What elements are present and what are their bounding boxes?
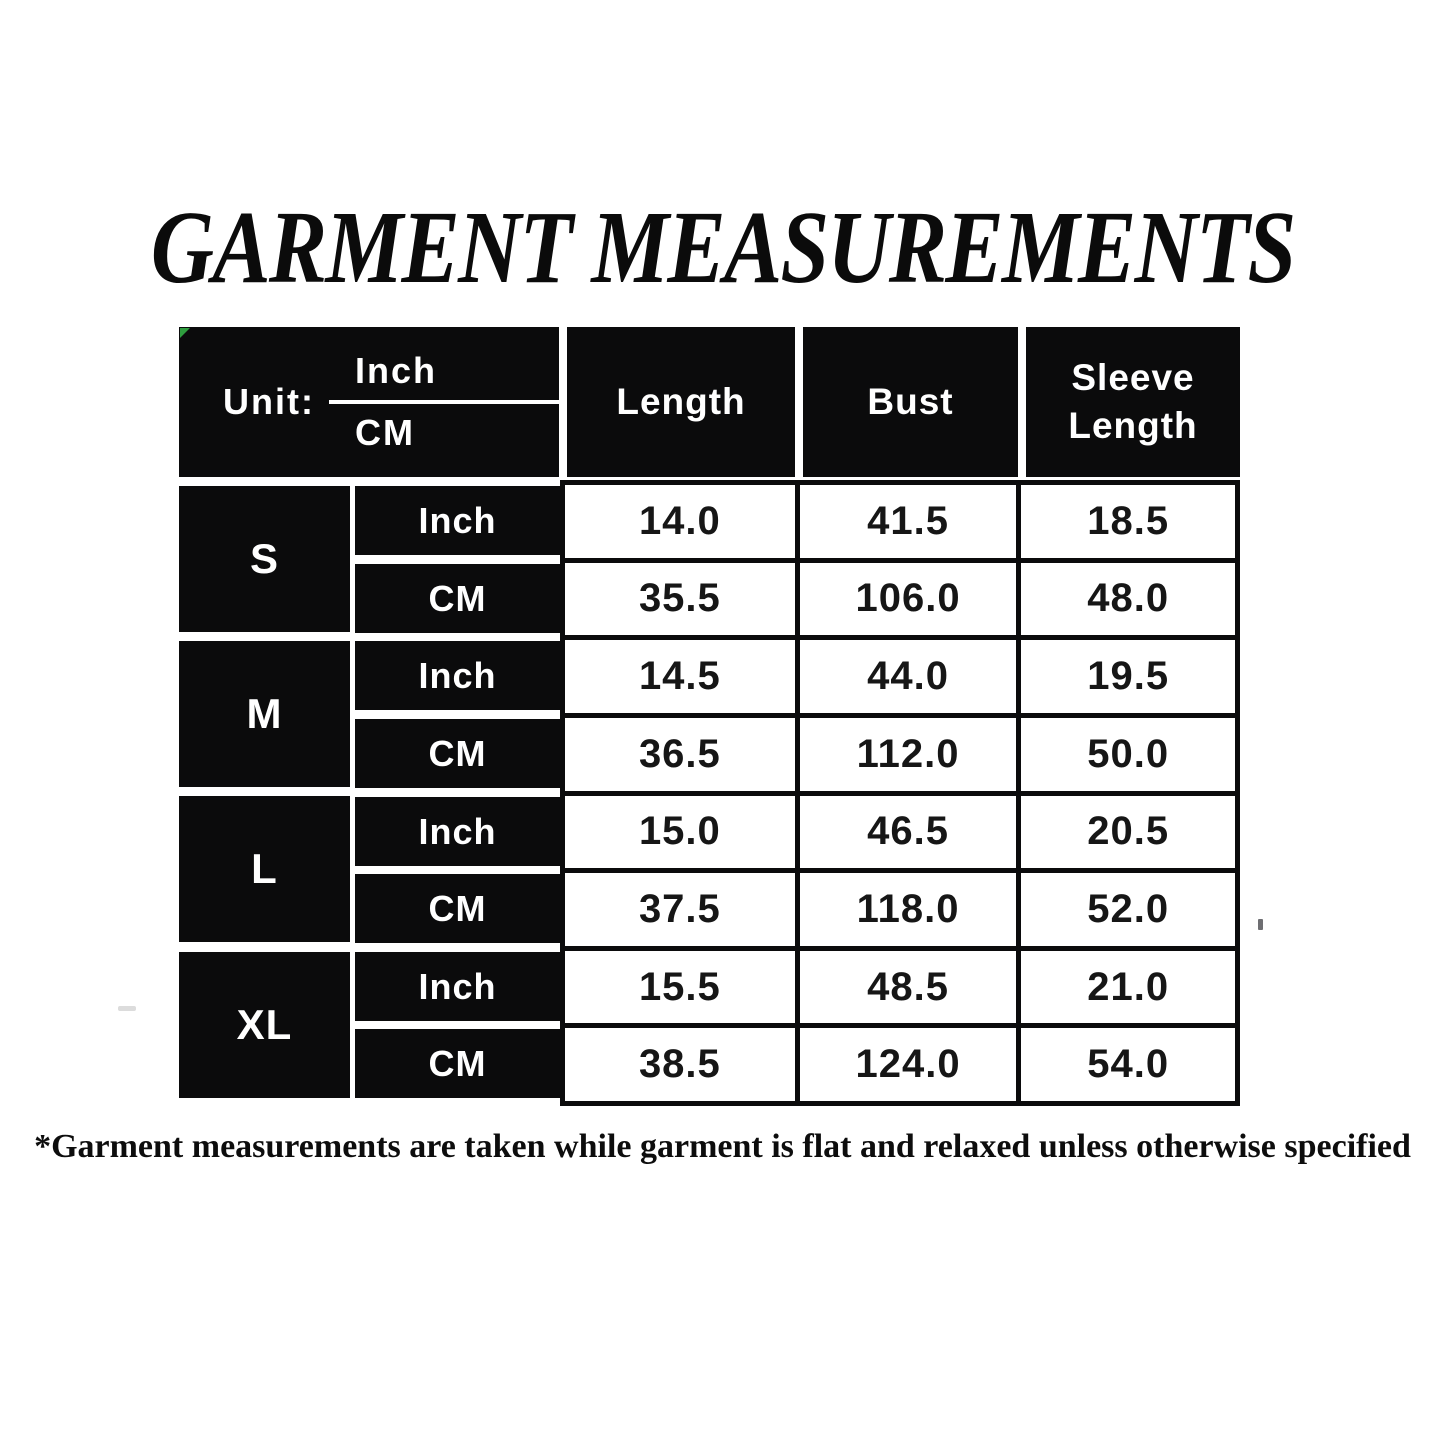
unit-cell: Inch (355, 486, 560, 555)
measurement-cell: 48.0 (1021, 563, 1235, 636)
unit-fraction-cm: CM (355, 412, 415, 453)
column-header-length: Length (567, 327, 795, 477)
measurement-cell: 35.5 (565, 563, 795, 636)
measurement-cell: 41.5 (800, 485, 1017, 558)
measurement-cell: 38.5 (565, 1028, 795, 1101)
measurement-table (179, 327, 1240, 1106)
unit-cell: Inch (355, 797, 560, 866)
measurement-cell: 112.0 (800, 718, 1017, 791)
measurement-cell: 50.0 (1021, 718, 1235, 791)
unit-header-cell (179, 327, 559, 477)
column-header-bust: Bust (803, 327, 1018, 477)
unit-cell: CM (355, 1029, 560, 1098)
unit-cell: Inch (355, 952, 560, 1021)
scan-artifact-speck (1258, 919, 1263, 930)
scan-artifact-dash (118, 1006, 136, 1011)
measurement-cell: 44.0 (800, 640, 1017, 713)
column-header-sleeve-length: Sleeve Length (1026, 327, 1240, 477)
measurement-cell: 106.0 (800, 563, 1017, 636)
measurement-cell: 15.5 (565, 951, 795, 1024)
unit-cell: Inch (355, 641, 560, 710)
measurement-cell: 37.5 (565, 873, 795, 946)
measurement-cell: 124.0 (800, 1028, 1017, 1101)
measurement-cell: 52.0 (1021, 873, 1235, 946)
title-container (0, 188, 1445, 307)
measurement-cell: 48.5 (800, 951, 1017, 1024)
unit-fraction-inch: Inch (329, 350, 559, 404)
measurement-cell: 14.0 (565, 485, 795, 558)
footnote: *Garment measurements are taken while garment is flat and relaxed unless otherwise specified (34, 1128, 1411, 1165)
size-cell-xl: XL (179, 952, 350, 1098)
page-title: GARMENT MEASUREMENTS (150, 190, 1295, 305)
measurement-cell: 118.0 (800, 873, 1017, 946)
measurement-cell: 36.5 (565, 718, 795, 791)
measurement-cell: 20.5 (1021, 796, 1235, 869)
unit-cell: CM (355, 874, 560, 943)
size-cell-l: L (179, 796, 350, 942)
measurement-cell: 19.5 (1021, 640, 1235, 713)
size-cell-s: S (179, 486, 350, 632)
measurement-grid (560, 480, 1240, 1106)
unit-cell: CM (355, 564, 560, 633)
measurement-cell: 21.0 (1021, 951, 1235, 1024)
unit-fraction (329, 350, 559, 454)
measurement-cell: 18.5 (1021, 485, 1235, 558)
unit-label: Unit: (223, 381, 315, 422)
measurement-cell: 46.5 (800, 796, 1017, 869)
unit-cell: CM (355, 719, 560, 788)
measurement-cell: 54.0 (1021, 1028, 1235, 1101)
size-cell-m: M (179, 641, 350, 787)
measurement-cell: 14.5 (565, 640, 795, 713)
green-corner-mark-icon (180, 328, 190, 338)
measurement-cell: 15.0 (565, 796, 795, 869)
